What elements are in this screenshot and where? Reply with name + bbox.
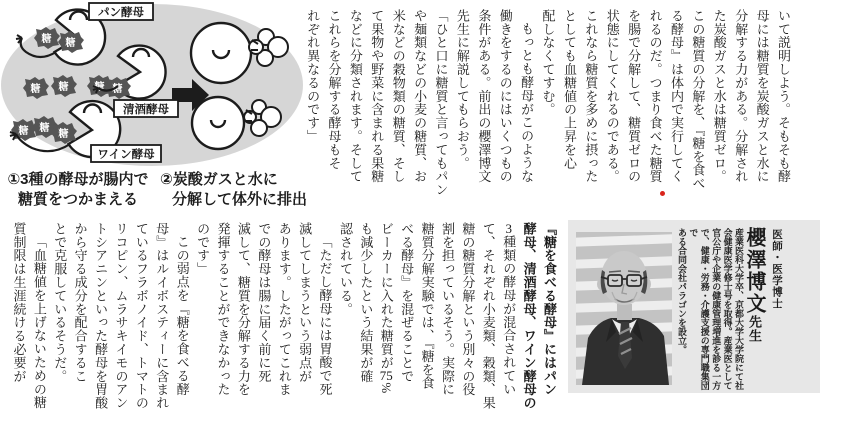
text-column: リコピン、ムラサキイモのアン — [113, 222, 129, 410]
text-column: 先生に解説してもらおう。 — [454, 9, 470, 170]
text-column: て果物や野菜に含まれる果糖 — [369, 9, 385, 184]
text-column: た炭酸ガスと水は糖質ゼロ。 — [711, 9, 727, 184]
caption-step1-line2: 糖質をつかまえる — [17, 191, 138, 208]
profile-honorific: 先生 — [747, 315, 762, 343]
text-column: 状態にしてくれるのである。 — [604, 9, 620, 184]
text-column: べる酵母』を混ぜることで — [399, 222, 415, 383]
text-column: れぞれ異なるのです」 — [305, 9, 321, 143]
text-column: この糖質の分解を、『糖を食べ — [690, 9, 706, 191]
text-column: で、健康・労務・介護支援の専門職集団で — [688, 228, 710, 390]
text-column: とで克服しているそうだ。 — [52, 222, 68, 383]
text-column: を腸で分解して、糖質ゼロの — [626, 9, 642, 184]
text-column: での酵母は腸に届く前に死 — [256, 222, 272, 383]
text-column: これらを分解する酵母もそ — [326, 9, 342, 170]
text-column: 働きをするのにはいくつもの — [497, 9, 513, 184]
text-column: も減少したという結果が確 — [358, 222, 374, 383]
text-column: 母』はルイボスティーに含まれ — [154, 222, 170, 410]
profile-bio — [676, 228, 744, 390]
profile-name-text: 櫻澤博文 — [743, 227, 765, 315]
text-column: 産業医科大学卒、京都大学大学院にて社 — [734, 228, 744, 390]
text-column: 官公庁や企業の健康管理増進を診る一方 — [711, 228, 722, 390]
bread-yeast-label — [89, 3, 153, 20]
text-column: これなら糖質を多めに摂った — [583, 9, 599, 184]
article-text-block-bottom — [8, 222, 559, 422]
text-column: 発揮することができなかった — [215, 222, 231, 397]
text-column: のです」 — [195, 222, 211, 276]
text-column: 認されている。 — [337, 222, 353, 316]
text-column: などに分類されます。そして — [347, 9, 363, 184]
text-column: 配しなくてすむ。 — [540, 9, 556, 117]
text-column: あります。したがってこれま — [276, 222, 292, 397]
text-column: 滅して、糖質を分解する力を — [235, 222, 251, 397]
text-column: トシアニンといった酵母を胃酸 — [93, 222, 109, 410]
svg-text:パン酵母: パン酵母 — [98, 7, 144, 19]
text-column: 3種類の酵母が混合されてい — [501, 222, 517, 396]
text-column: としても血糖値の上昇を心 — [561, 9, 577, 170]
svg-text:清酒酵母: 清酒酵母 — [123, 104, 169, 116]
text-column: 「ひと口に糖質と言ってもパン — [433, 9, 449, 197]
text-column: れるのだ。つまり食べた糖質 — [647, 9, 663, 184]
red-dot-mark — [660, 191, 665, 196]
caption-step2-line2: 分解して体外に排出 — [172, 191, 308, 208]
profile-box — [568, 220, 820, 393]
wine-yeast-label — [91, 145, 161, 162]
caption-step1-line1: ①3種の酵母が腸内で — [7, 171, 149, 188]
text-column: 糖の糖質分解という別々の役 — [460, 222, 476, 397]
text-column: 『糖を食べる酵母』にはパン — [542, 222, 557, 397]
text-column: て、それぞれ小麦類、穀類、果 — [480, 222, 496, 410]
text-column: この弱点を『糖を食べる酵 — [174, 235, 190, 396]
text-column: 分解する力がある。分解され — [733, 9, 749, 184]
text-column: 割を担っているそう。実際に — [439, 222, 455, 397]
text-column: 会健康医学修士号を取得。産業医として — [722, 228, 733, 390]
svg-text:ワイン酵母: ワイン酵母 — [97, 149, 155, 161]
text-column: いて説明しよう。そもそも酵 — [776, 9, 791, 184]
text-column: 条件がある。前出の櫻澤博文 — [476, 9, 492, 184]
caption-step2 — [160, 170, 312, 210]
text-column: る酵母』は体内で実行してく — [668, 9, 684, 184]
caption-step2-line1: ②炭酸ガスと水に — [160, 171, 278, 188]
text-column: ているフラボノイド、トマトの — [133, 222, 149, 410]
sake-yeast-label — [114, 100, 178, 117]
text-column: ビーカーに入れた糖質が75% — [378, 222, 394, 394]
doctor-portrait-photo — [576, 232, 672, 385]
text-column: 質制限は生涯続ける必要が — [11, 222, 27, 383]
text-column: ある合同会社パラゴンを設立。 — [676, 228, 687, 354]
profile-name — [740, 227, 769, 377]
text-column: 酵母、清酒酵母、ワイン酵母の — [521, 222, 537, 410]
text-column: 米などの穀物類の糖質、そし — [390, 9, 406, 184]
text-column: や麺類などの小麦の糖質、お — [412, 9, 428, 184]
profile-title: 医師・医学博士 — [771, 229, 783, 310]
caption-step1 — [4, 170, 152, 210]
text-column: 糖質分解実験では、『糖を食 — [419, 222, 435, 390]
text-column: 「血糖値を上げないための糖 — [31, 235, 47, 410]
text-column: 母には糖質を炭酸ガスと水に — [754, 9, 770, 184]
text-column: もっとも酵母がこのような — [519, 22, 535, 183]
yeast-diagram-illustration: 糖 パン酵母 清酒酵母 ワイン酵母 — [0, 0, 308, 168]
text-column: 滅してしまうという弱点が — [297, 222, 313, 383]
text-column: 「ただし酵母には胃酸で死 — [317, 235, 333, 396]
article-text-block-top — [302, 9, 794, 209]
text-column: から守る成分を配合するこ — [72, 222, 88, 383]
